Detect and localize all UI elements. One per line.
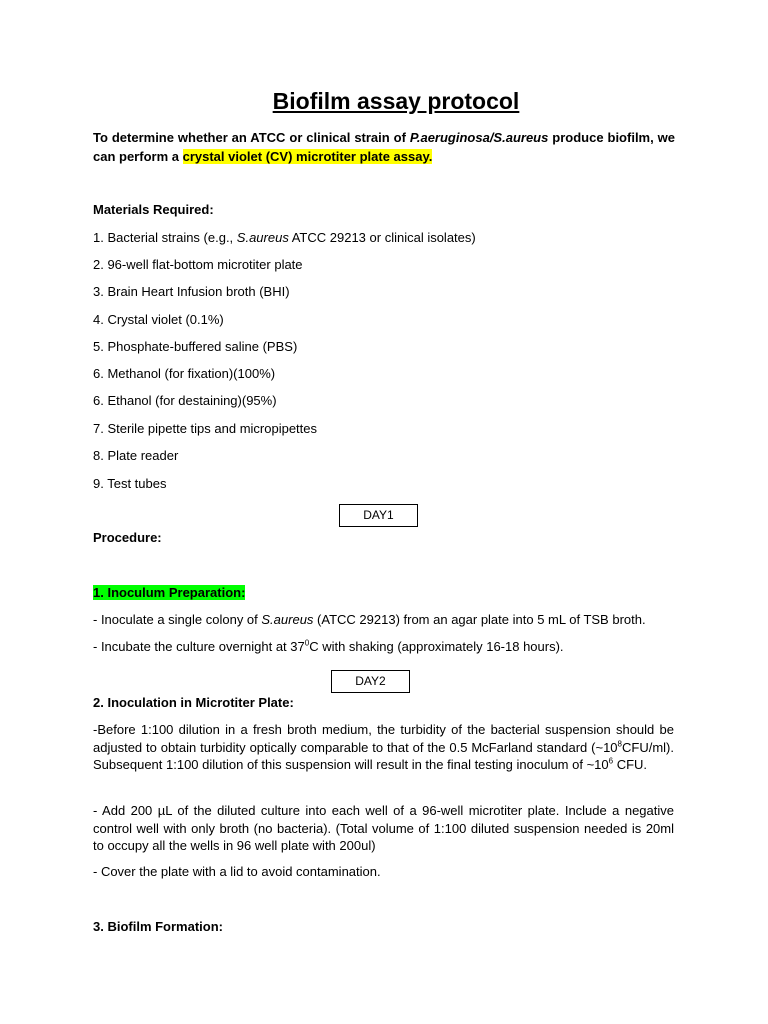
step1-line-1-prefix: - Inoculate a single colony of: [93, 612, 262, 627]
materials-item: 2. 96-well flat-bottom microtiter plate: [93, 257, 303, 272]
step2-paragraph-2: - Add 200 µL of the diluted culture into each well of a 96-well microtiter plate. Include a negative control well with only broth (no bacteria). (Total volume of 1:100 diluted suspension needed is 20ml to occupy all the wells in 96 well plate with 200ul): [93, 803, 674, 853]
intro-paragraph: [93, 128, 675, 166]
step1-line-2-prefix: - Incubate the culture overnight at 37: [93, 639, 305, 654]
materials-item: 4. Crystal violet (0.1%): [93, 312, 224, 327]
materials-item: 5. Phosphate-buffered saline (PBS): [93, 339, 298, 354]
intro-highlight: crystal violet (CV) microtiter plate assay.: [182, 149, 433, 164]
materials-item-1: [93, 229, 476, 246]
materials-item: 6. Methanol (for fixation)(100%): [93, 366, 276, 381]
step2-para1-text-b: CFU/ml). Subsequent 1:100 dilution of this suspension will result in the final testing inoculum of ~10: [93, 739, 674, 772]
step2-heading: 2. Inoculation in Microtiter Plate:: [93, 695, 294, 710]
step2-paragraph-1: [93, 721, 674, 774]
step1-line-1-organism: S.aureus: [261, 612, 314, 627]
step2-para1-superscript-1: 8: [617, 739, 622, 749]
day1-box: DAY1: [339, 504, 418, 527]
materials-item: 7. Sterile pipette tips and micropipettes: [93, 421, 318, 436]
step3-heading: 3. Biofilm Formation:: [93, 919, 223, 934]
materials-item: 6. Ethanol (for destaining)(95%): [93, 393, 277, 408]
page-title: Biofilm assay protocol: [272, 88, 520, 114]
procedure-heading: Procedure:: [93, 530, 162, 545]
intro-text-1: To determine whether an ATCC or clinical strain of: [93, 130, 410, 145]
step2-para1-text-c: CFU.: [613, 757, 648, 772]
step1-heading: [93, 584, 245, 601]
step1-line-1-suffix: (ATCC 29213) from an agar plate into 5 mL of TSB broth.: [313, 612, 646, 627]
step1-line-2-suffix: C with shaking (approximately 16-18 hours).: [309, 639, 564, 654]
step2-paragraph-3: - Cover the plate with a lid to avoid contamination.: [93, 864, 381, 879]
materials-item-1-prefix: 1. Bacterial strains (e.g.,: [93, 230, 237, 245]
step2-para1-superscript-2: 6: [608, 756, 614, 766]
materials-item-1-suffix: ATCC 29213 or clinical isolates): [288, 230, 476, 245]
day2-box: DAY2: [331, 670, 410, 693]
step1-heading-text: 1. Inoculum Preparation:: [93, 585, 246, 600]
materials-heading: Materials Required:: [93, 202, 214, 217]
step1-line-2-superscript: 0: [304, 638, 310, 648]
intro-organisms: P.aeruginosa/S.aureus: [409, 130, 549, 145]
intro-text-2: produce biofilm, we can perform a: [93, 130, 675, 164]
materials-item: 3. Brain Heart Infusion broth (BHI): [93, 284, 290, 299]
materials-item-1-organism: S.aureus: [236, 230, 289, 245]
step1-line-1: [93, 611, 646, 628]
materials-item: 9. Test tubes: [93, 476, 167, 491]
materials-item: 8. Plate reader: [93, 448, 179, 463]
step2-para1-text-a: -Before 1:100 dilution in a fresh broth medium, the turbidity of the bacterial suspension should be adjusted to obtain turbidity optically comparable to that of the 0.5 McFarland standard (~10: [93, 722, 674, 755]
step1-line-2: [93, 638, 564, 655]
